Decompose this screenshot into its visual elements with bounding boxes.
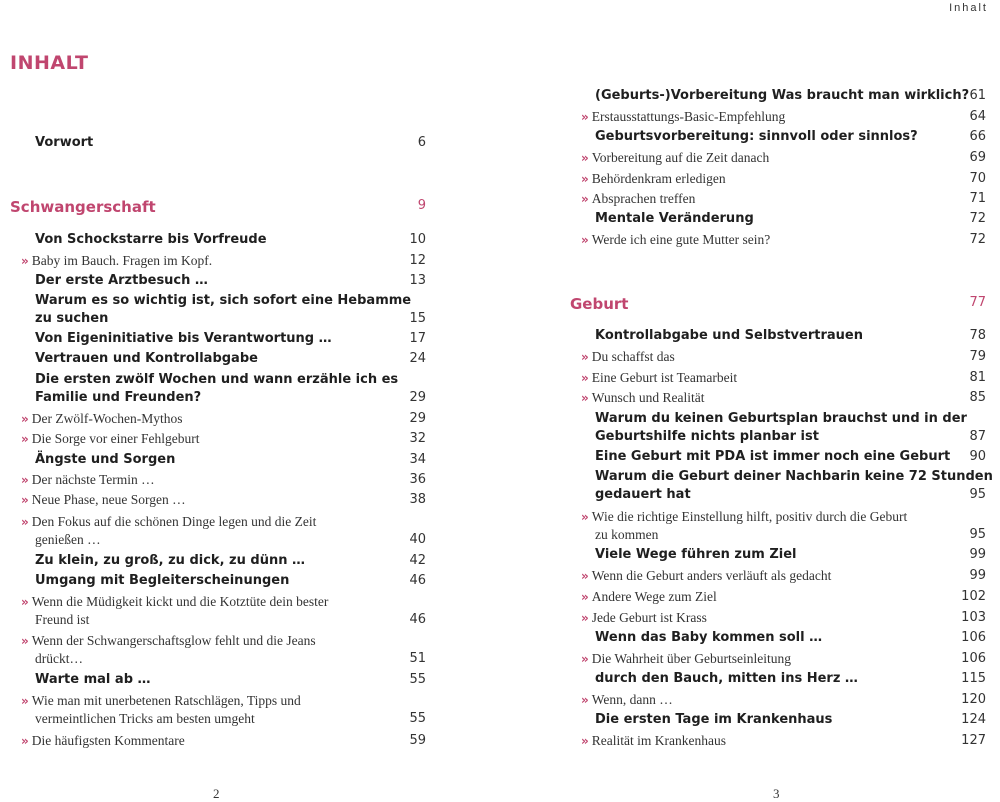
- toc-entry: [560, 712, 1000, 732]
- running-header: Inhalt: [949, 2, 988, 14]
- toc-entry: [0, 472, 440, 492]
- toc-entry-label: Vorbereitung auf die Zeit danach: [591, 150, 770, 165]
- toc-entry-text: [21, 492, 186, 508]
- toc-entry: [560, 171, 1000, 191]
- toc-page-number: 38: [409, 492, 426, 507]
- toc-page-number: 24: [409, 351, 426, 366]
- toc-entry-label: Wenn, dann …: [591, 692, 673, 707]
- chevron-double-right-icon: »: [21, 634, 29, 648]
- page-title: INHALT: [10, 52, 89, 74]
- toc-entry-text: [21, 411, 183, 427]
- toc-entry-text: zu kommen: [595, 527, 659, 542]
- toc-page-number: 69: [969, 150, 986, 165]
- toc-page-number: 106: [961, 630, 986, 645]
- toc-entry-text: [21, 472, 155, 488]
- chevron-double-right-icon: »: [581, 371, 589, 385]
- toc-entry-label: Jede Geburt ist Krass: [591, 610, 707, 625]
- toc-entry: [0, 452, 440, 472]
- toc-entry: [560, 671, 1000, 691]
- toc-entry-text: [581, 109, 785, 125]
- toc-entry-label: Andere Wege zum Ziel: [591, 589, 717, 604]
- toc-entry-text: Warum es so wichtig ist, sich sofort eine Hebamme: [35, 293, 412, 308]
- toc-entry-label: Wenn die Geburt anders verläuft als gedacht: [591, 568, 832, 583]
- toc-entry-text: Die ersten Tage im Krankenhaus: [595, 712, 833, 727]
- toc-page-number: 72: [969, 232, 986, 247]
- toc-entry-label: Wie die richtige Einstellung hilft, positiv durch die Geburt: [591, 509, 908, 524]
- toc-entry-text: [21, 733, 185, 749]
- toc-entry-text: [581, 150, 769, 166]
- toc-section: [560, 295, 1000, 315]
- toc-entry: [560, 88, 1000, 108]
- toc-entry: [0, 293, 440, 331]
- toc-entry-label: Die Wahrheit über Geburtseinleitung: [591, 651, 791, 666]
- toc-page-number: 66: [969, 129, 986, 144]
- toc-entry-text: Geburtsvorbereitung: sinnvoll oder sinnlos?: [595, 129, 918, 144]
- toc-entry-label: Den Fokus auf die schönen Dinge legen und die Zeit: [31, 514, 317, 529]
- toc-page-number: 78: [969, 328, 986, 343]
- toc-page-number: 115: [961, 671, 986, 686]
- toc-page-number: 51: [409, 651, 426, 666]
- toc-entry: [0, 672, 440, 692]
- toc-entry-text: gedauert hat: [595, 487, 691, 502]
- toc-entry-label: Baby im Bauch. Fragen im Kopf.: [31, 253, 213, 268]
- toc-entry: [0, 411, 440, 431]
- toc-entry: [0, 633, 440, 671]
- toc-page-number: 102: [961, 589, 986, 604]
- toc-entry-label: Neue Phase, neue Sorgen …: [31, 492, 186, 507]
- chevron-double-right-icon: »: [21, 515, 29, 529]
- toc-entry-text: [581, 509, 907, 525]
- chevron-double-right-icon: »: [581, 172, 589, 186]
- toc-entry-text: Wenn das Baby kommen soll …: [595, 630, 823, 645]
- chevron-double-right-icon: »: [581, 391, 589, 405]
- toc-entry: [0, 232, 440, 252]
- chevron-double-right-icon: »: [21, 493, 29, 507]
- toc-entry: [560, 129, 1000, 149]
- toc-entry-text: Warum die Geburt deiner Nachbarin keine 72 Stunden: [595, 469, 993, 484]
- toc-entry-text: Eine Geburt mit PDA ist immer noch eine Geburt: [595, 449, 951, 464]
- toc-entry: [0, 253, 440, 273]
- chevron-double-right-icon: »: [581, 611, 589, 625]
- toc-entry: [0, 492, 440, 512]
- page-number-left: 2: [213, 786, 220, 801]
- toc-entry-text: Ängste und Sorgen: [35, 452, 176, 467]
- toc-entry-label: Die Sorge vor einer Fehlgeburt: [31, 431, 200, 446]
- toc-page-number: 55: [409, 711, 426, 726]
- toc-page-number: 29: [409, 411, 426, 426]
- toc-entry: [560, 547, 1000, 567]
- toc-page-number: 55: [409, 672, 426, 687]
- toc-entry: [560, 191, 1000, 211]
- toc-entry-text: [581, 568, 831, 584]
- chevron-double-right-icon: »: [581, 510, 589, 524]
- toc-entry: [560, 733, 1000, 753]
- toc-page-number: 29: [409, 390, 426, 405]
- chevron-double-right-icon: »: [581, 590, 589, 604]
- toc-entry-text: [21, 594, 328, 610]
- toc-entry-text: Warte mal ab …: [35, 672, 151, 687]
- page-number-right: 3: [773, 786, 780, 801]
- toc-entry-label: Realität im Krankenhaus: [591, 733, 726, 748]
- toc-entry-label: Wie man mit unerbetenen Ratschlägen, Tipps und: [31, 693, 301, 708]
- toc-section: [0, 198, 440, 218]
- toc-entry: [0, 273, 440, 293]
- toc-entry: [0, 135, 440, 155]
- toc-entry: [560, 568, 1000, 588]
- toc-page-number: 106: [961, 651, 986, 666]
- chevron-double-right-icon: »: [581, 110, 589, 124]
- toc-page-number: 12: [409, 253, 426, 268]
- toc-entry: [560, 370, 1000, 390]
- toc-page-number: 99: [969, 547, 986, 562]
- toc-page-number: 46: [409, 573, 426, 588]
- toc-page-number: 127: [961, 733, 986, 748]
- toc-entry: [560, 232, 1000, 252]
- toc-entry-text: Schwangerschaft: [10, 198, 156, 216]
- toc-page-number: 59: [409, 733, 426, 748]
- toc-page-number: 46: [409, 612, 426, 627]
- toc-entry-text: [581, 370, 737, 386]
- toc-page-number: 9: [417, 198, 426, 213]
- toc-entry-label: Der Zwölf-Wochen-Mythos: [31, 411, 183, 426]
- toc-page-number: 72: [969, 211, 986, 226]
- toc-entry-text: vermeintlichen Tricks am besten umgeht: [35, 711, 255, 726]
- toc-entry-text: [581, 733, 726, 749]
- chevron-double-right-icon: »: [21, 412, 29, 426]
- toc-page-number: 124: [961, 712, 986, 727]
- toc-entry-label: Die häufigsten Kommentare: [31, 733, 185, 748]
- chevron-double-right-icon: »: [21, 432, 29, 446]
- toc-entry-text: drückt…: [35, 651, 83, 666]
- toc-entry-text: (Geburts-)Vorbereitung Was braucht man wirklich?: [595, 88, 970, 103]
- toc-entry: [560, 692, 1000, 712]
- toc-entry: [560, 469, 1000, 507]
- toc-entry-text: genießen …: [35, 532, 101, 547]
- toc-entry-text: [581, 349, 675, 365]
- chevron-double-right-icon: »: [21, 595, 29, 609]
- toc-page-number: 10: [409, 232, 426, 247]
- toc-page-number: 13: [409, 273, 426, 288]
- toc-entry: [0, 573, 440, 593]
- toc-entry-label: Erstausstattungs-Basic-Empfehlung: [591, 109, 786, 124]
- toc-entry-text: [21, 693, 301, 709]
- toc-page-number: 17: [409, 331, 426, 346]
- toc-entry-text: Von Schockstarre bis Vorfreude: [35, 232, 267, 247]
- toc-entry: [560, 610, 1000, 630]
- toc-entry-text: Vorwort: [35, 135, 94, 150]
- toc-page-number: 64: [969, 109, 986, 124]
- toc-entry-text: [581, 589, 717, 605]
- toc-entry: [560, 349, 1000, 369]
- chevron-double-right-icon: »: [21, 254, 29, 268]
- toc-entry: [0, 693, 440, 731]
- chevron-double-right-icon: »: [21, 734, 29, 748]
- toc-entry-text: Geburt: [570, 295, 629, 313]
- toc-entry: [560, 211, 1000, 231]
- toc-entry-text: [581, 390, 704, 406]
- toc-page-number: 71: [969, 191, 986, 206]
- toc-page-number: 81: [969, 370, 986, 385]
- toc-entry: [560, 589, 1000, 609]
- toc-page-number: 120: [961, 692, 986, 707]
- toc-entry-text: Freund ist: [35, 612, 90, 627]
- toc-page-number: 95: [969, 487, 986, 502]
- toc-page-number: 85: [969, 390, 986, 405]
- chevron-double-right-icon: »: [581, 192, 589, 206]
- toc-entry-label: Du schaffst das: [591, 349, 675, 364]
- toc-entry: [560, 328, 1000, 348]
- toc-page-number: 61: [969, 88, 986, 103]
- chevron-double-right-icon: »: [581, 652, 589, 666]
- toc-page-number: 40: [409, 532, 426, 547]
- toc-page-number: 6: [417, 135, 426, 150]
- toc-entry: [0, 553, 440, 573]
- toc-entry-text: zu suchen: [35, 311, 109, 326]
- toc-entry-text: Die ersten zwölf Wochen und wann erzähle ich es: [35, 372, 399, 387]
- toc-entry-text: [21, 633, 316, 649]
- chevron-double-right-icon: »: [581, 350, 589, 364]
- toc-page-number: 32: [409, 431, 426, 446]
- toc-entry-label: Eine Geburt ist Teamarbeit: [591, 370, 738, 385]
- toc-entry: [560, 651, 1000, 671]
- toc-page-number: 70: [969, 171, 986, 186]
- toc-entry: [0, 514, 440, 552]
- toc-entry-text: Mentale Veränderung: [595, 211, 754, 226]
- toc-entry-text: [581, 651, 791, 667]
- toc-entry-label: Werde ich eine gute Mutter sein?: [591, 232, 771, 247]
- toc-entry-text: Der erste Arztbesuch …: [35, 273, 208, 288]
- toc-page-number: 99: [969, 568, 986, 583]
- toc-entry: [560, 509, 1000, 547]
- toc-page-number: 87: [969, 429, 986, 444]
- toc-page-number: 95: [969, 527, 986, 542]
- chevron-double-right-icon: »: [581, 693, 589, 707]
- toc-entry-label: Wenn der Schwangerschaftsglow fehlt und die Jeans: [31, 633, 316, 648]
- chevron-double-right-icon: »: [581, 734, 589, 748]
- toc-page-number: 77: [969, 295, 986, 310]
- toc-page-number: 79: [969, 349, 986, 364]
- toc-page-number: 42: [409, 553, 426, 568]
- toc-entry: [560, 109, 1000, 129]
- toc-entry-label: Behördenkram erledigen: [591, 171, 726, 186]
- toc-entry-text: Vertrauen und Kontrollabgabe: [35, 351, 258, 366]
- toc-entry: [0, 733, 440, 753]
- toc-entry: [560, 150, 1000, 170]
- toc-entry: [0, 431, 440, 451]
- toc-page-number: 15: [409, 311, 426, 326]
- toc-entry: [0, 372, 440, 410]
- toc-entry-text: [21, 514, 316, 530]
- toc-entry: [0, 594, 440, 632]
- toc-entry-text: [581, 191, 695, 207]
- toc-entry-text: [581, 692, 673, 708]
- chevron-double-right-icon: »: [21, 473, 29, 487]
- toc-entry: [560, 449, 1000, 469]
- toc-entry-text: Kontrollabgabe und Selbstvertrauen: [595, 328, 863, 343]
- toc-page-number: 90: [969, 449, 986, 464]
- toc-entry-text: Geburtshilfe nichts planbar ist: [595, 429, 819, 444]
- toc-entry: [560, 411, 1000, 449]
- toc-entry-text: [581, 171, 726, 187]
- chevron-double-right-icon: »: [581, 569, 589, 583]
- toc-entry-text: [581, 610, 707, 626]
- toc-entry: [560, 390, 1000, 410]
- chevron-double-right-icon: »: [21, 694, 29, 708]
- toc-entry-text: Familie und Freunden?: [35, 390, 202, 405]
- toc-entry-text: Zu klein, zu groß, zu dick, zu dünn …: [35, 553, 305, 568]
- toc-entry-text: Viele Wege führen zum Ziel: [595, 547, 797, 562]
- toc-entry-text: Umgang mit Begleiterscheinungen: [35, 573, 290, 588]
- toc-entry-text: Warum du keinen Geburtsplan brauchst und in der: [595, 411, 967, 426]
- toc-entry-label: Absprachen treffen: [591, 191, 696, 206]
- toc-entry: [560, 630, 1000, 650]
- toc-entry-text: Von Eigeninitiative bis Verantwortung …: [35, 331, 332, 346]
- toc-entry-text: durch den Bauch, mitten ins Herz …: [595, 671, 858, 686]
- toc-entry: [0, 331, 440, 351]
- toc-entry-label: Wunsch und Realität: [591, 390, 705, 405]
- toc-page-number: 103: [961, 610, 986, 625]
- toc-entry-text: [581, 232, 770, 248]
- toc-page-number: 34: [409, 452, 426, 467]
- chevron-double-right-icon: »: [581, 151, 589, 165]
- toc-entry-label: Wenn die Müdigkeit kickt und die Kotztüte dein bester: [31, 594, 329, 609]
- toc-entry-text: [21, 431, 199, 447]
- toc-entry-text: [21, 253, 212, 269]
- toc-entry: [0, 351, 440, 371]
- toc-page-number: 36: [409, 472, 426, 487]
- chevron-double-right-icon: »: [581, 233, 589, 247]
- toc-entry-label: Der nächste Termin …: [31, 472, 155, 487]
